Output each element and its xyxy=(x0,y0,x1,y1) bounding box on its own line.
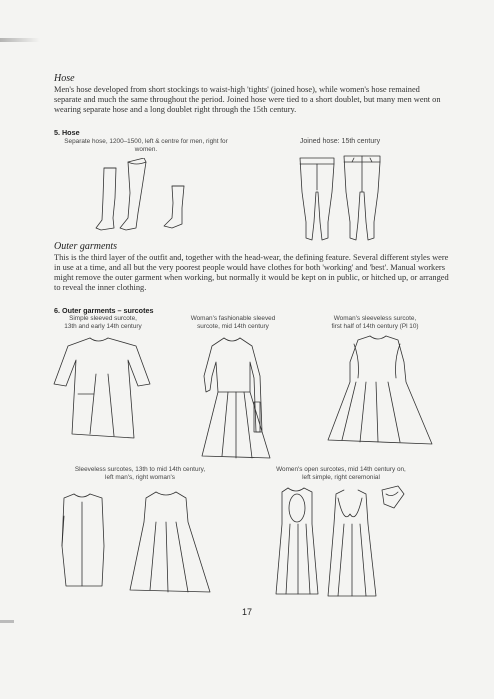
paragraph-hose: Men's hose developed from short stockings to waist-high 'tights' (joined hose), while women's hose remained separate and much the same throughout the period. Joined hose were tied to a short doublet, but many men went on wearing separate hose and a long doublet right through the 15th century. xyxy=(54,85,441,114)
drawing-simple-sleeved-surcote xyxy=(48,334,158,444)
drawing-joined-hose xyxy=(292,152,392,244)
page-edge-mark xyxy=(0,620,14,623)
drawing-fashionable-sleeved-surcote xyxy=(184,332,284,462)
figure-6-caption-a: Simple sleeved surcote, 13th and early 14th century xyxy=(64,315,142,330)
heading-outer-garments: Outer garments xyxy=(54,241,118,252)
figure-5-title: 5. Hose xyxy=(54,128,80,137)
page-number: 17 xyxy=(241,607,252,617)
page-edge-shadow xyxy=(0,38,40,42)
heading-hose: Hose xyxy=(54,73,75,84)
figure-6-title: 6. Outer garments – surcotes xyxy=(54,306,154,315)
paragraph-outer-garments: This is the third layer of the outfit and, together with the head-wear, the defining feature. Several different styles were in use at a time, and all but the very poorest people would have clothes for both 'working' and 'best'. Manual workers might remove the outer garment when working, but normally it would be kept on in public, or hitched up, or arranged to reveal the inner clothing. xyxy=(54,253,449,292)
drawing-sleeveless-surcote xyxy=(320,332,440,452)
figure-6-caption-b: Woman's fashionable sleeved surcote, mid 14th century xyxy=(190,315,276,330)
figure-6-caption-e: Women's open surcotes, mid 14th century on, left simple, right ceremonial xyxy=(276,466,406,481)
figure-6-caption-c: Woman's sleeveless surcote, first half of 14th century (Pl 10) xyxy=(331,315,419,330)
drawing-separate-hose xyxy=(86,158,216,236)
drawing-open-surcotes xyxy=(272,484,422,598)
figure-5-caption-right: Joined hose: 15th century xyxy=(299,138,381,145)
figure-5-caption-left: Separate hose, 1200–1500, left & centre for men, right for women. xyxy=(64,138,228,153)
drawing-sleeveless-surcotes-man-woman xyxy=(60,486,240,594)
figure-6-caption-d: Sleeveless surcotes, 13th to mid 14th century, left man's, right woman's xyxy=(74,466,206,481)
